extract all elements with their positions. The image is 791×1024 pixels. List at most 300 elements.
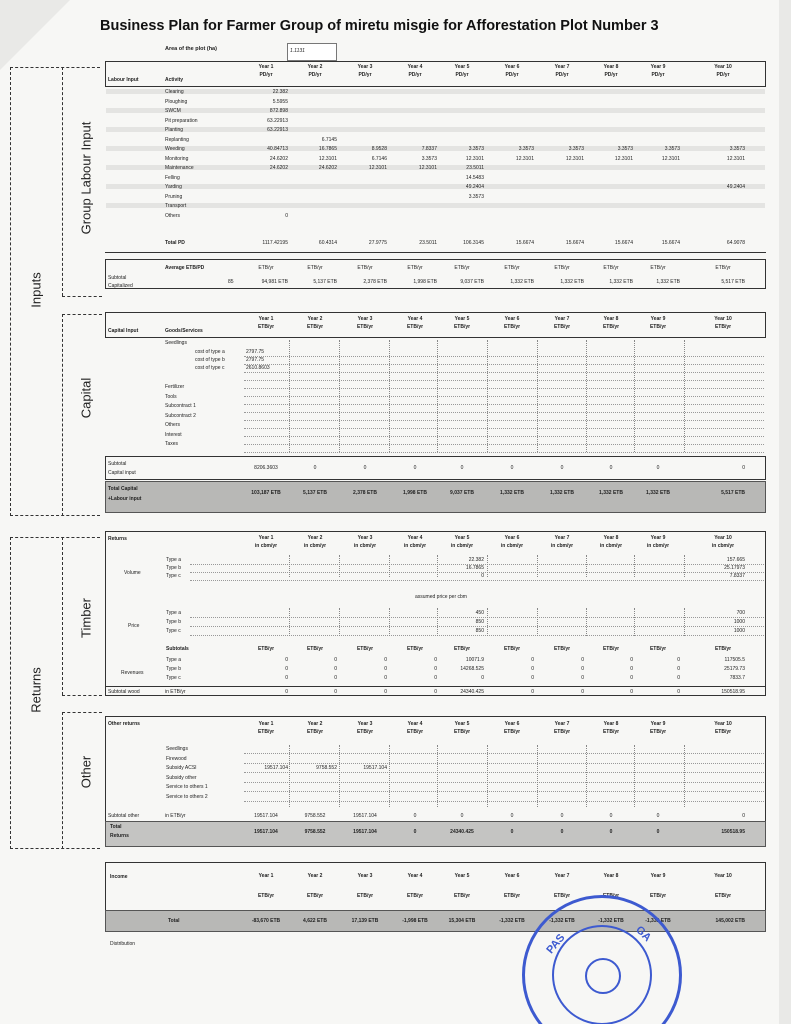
volume-year10: 157.665	[726, 557, 745, 563]
labour-value: 12.3101	[515, 155, 534, 162]
subtotals-label: Subtotals	[166, 646, 189, 652]
income-year-header: Year 10	[714, 873, 732, 879]
total-pd-value: 27.9775	[368, 240, 387, 246]
year-header: Year 7	[554, 316, 570, 322]
year-unit: ETB/yr	[356, 729, 374, 735]
average-etb-value: 85	[228, 279, 234, 285]
capital-grid-line	[244, 412, 764, 413]
total-capital-bar	[105, 481, 766, 513]
year-unit: PD/yr	[259, 72, 273, 78]
capital-subtotal-value: 0	[460, 465, 464, 471]
timber-etb-unit: ETB/yr	[453, 646, 471, 652]
revenue-value: 0	[531, 666, 534, 672]
labour-subtotal-value: 1,998 ETB	[413, 279, 437, 285]
in-etb-label: in ETB/yr	[165, 813, 186, 819]
other-return-value: 19517.104	[264, 765, 288, 771]
income-year-unit: ETB/yr	[306, 893, 324, 899]
capital-subtotal-label: Subtotal	[108, 461, 127, 467]
year-unit: ETB/yr	[306, 729, 324, 735]
revenue-value: 0	[434, 666, 437, 672]
year-header: Year 3	[357, 535, 373, 541]
etb-unit: ETB/yr	[407, 265, 423, 271]
timber-etb-unit: ETB/yr	[356, 646, 374, 652]
labour-value: 7.8337	[421, 146, 437, 152]
timber-etb-unit: ETB/yr	[714, 646, 732, 652]
grid-column-line	[684, 608, 685, 636]
labour-value: 12.3101	[368, 165, 387, 171]
year-unit: ETB/yr	[306, 324, 324, 330]
labour-value: 0	[285, 212, 288, 219]
year-unit: ETB/yr	[453, 324, 471, 330]
price-year10: 700	[736, 610, 745, 616]
labour-value: 3.3573	[468, 146, 484, 152]
capital-item-label: Interest	[165, 431, 182, 438]
income-total-value: 145,002 ETB	[715, 918, 745, 924]
income-year-header: Year 8	[603, 873, 619, 879]
labour-value: 5.5955	[272, 98, 288, 105]
total-capital-value: 103,187 ETB	[251, 490, 281, 496]
revenue-value: 0	[581, 675, 584, 681]
other-returns-head: Other returns	[108, 721, 140, 727]
capital-grid-line	[244, 380, 764, 381]
volume-type: Type a	[166, 557, 182, 563]
grid-column-line	[634, 340, 635, 452]
inputs-bracket-bottom	[10, 515, 100, 516]
subtotal-other-value: 0	[656, 813, 660, 819]
labour-value: 40.84713	[267, 146, 288, 152]
labour-value: 3.3573	[518, 146, 534, 152]
labour-bracket	[62, 67, 63, 296]
grid-column-line	[586, 608, 587, 636]
year-header: Year 1	[258, 316, 274, 322]
total-capital-value: 1,332 ETB	[646, 490, 670, 496]
capital-grid-line	[244, 388, 764, 389]
income-year-unit: ETB/yr	[649, 893, 667, 899]
seedling-cost-value: 2610.8603	[246, 365, 270, 371]
grid-column-line	[537, 745, 538, 807]
other-bracket-top	[62, 712, 102, 713]
grid-column-line	[487, 555, 488, 577]
revenue-value: 0	[677, 666, 680, 672]
income-year-header: Year 2	[307, 873, 323, 879]
year-unit: ETB/yr	[356, 324, 374, 330]
labour-value: 63.22913	[267, 127, 288, 133]
capital-grid-line	[244, 452, 764, 453]
seedling-cost-value: 2797.75	[246, 357, 265, 363]
year-header: Year 8	[603, 535, 619, 541]
activity-name: Weeding	[165, 146, 185, 152]
total-pd-value: 15.6674	[661, 240, 680, 246]
seedling-cost-label: cost of type a	[195, 349, 225, 355]
labour-value: 22.382	[272, 89, 288, 95]
grid-column-line	[487, 608, 488, 636]
capital-bracket	[62, 314, 63, 516]
year-unit: ETB/yr	[602, 729, 620, 735]
labour-subtotal-value: 1,332 ETB	[560, 279, 584, 285]
revenue-value: 0	[677, 657, 680, 663]
year-unit: in cbm/yr	[303, 543, 327, 549]
income-total-label: Total	[168, 918, 180, 924]
year-unit: in cbm/yr	[711, 543, 735, 549]
other-section-label: Other	[78, 755, 94, 789]
income-year-header: Year 7	[554, 873, 570, 879]
returns-label: Returns	[110, 833, 129, 839]
income-total-value: -1,332 ETB	[645, 918, 671, 924]
labour-value: 872.898	[269, 108, 288, 114]
year-header: Year 2	[307, 535, 323, 541]
income-total-value: 15,304 ETB	[448, 918, 476, 924]
revenue-value: 117505.5	[724, 657, 745, 663]
total-capital-value: 2,378 ETB	[353, 490, 377, 496]
capital-item-label: Tools	[165, 393, 177, 400]
activity-name: Pit preparation	[165, 117, 198, 124]
grid-column-line	[339, 555, 340, 577]
in-etb-label: in ETB/yr	[165, 689, 186, 695]
etb-unit: ETB/yr	[603, 265, 619, 271]
capital-section-label: Capital	[78, 377, 94, 419]
seedling-cost-label: cost of type b	[195, 357, 225, 363]
assumed-price-label: assumed price per cbm	[415, 594, 467, 600]
price-year5: 850	[475, 619, 484, 625]
grid-column-line	[437, 555, 438, 577]
labour-subtotal-value: 94,981 ETB	[261, 279, 288, 285]
price-year5: 450	[475, 610, 484, 616]
other-grid-line	[244, 782, 764, 783]
income-year-unit: ETB/yr	[602, 893, 620, 899]
year-unit: in cbm/yr	[500, 543, 524, 549]
subtotal-wood-value: 0	[384, 689, 387, 695]
price-type: Type a	[166, 610, 182, 616]
total-returns-value: 0	[510, 829, 514, 835]
capital-grid-line	[244, 396, 764, 397]
timber-etb-unit: ETB/yr	[602, 646, 620, 652]
year-header: Year 1	[258, 64, 274, 70]
returns-bracket-top	[10, 537, 100, 538]
year-unit: PD/yr	[604, 72, 618, 78]
activity-name: Monitoring	[165, 155, 189, 162]
year-header: Year 1	[258, 535, 274, 541]
income-year-unit: ETB/yr	[714, 893, 732, 899]
labour-value: 12.3101	[726, 155, 745, 162]
capital-grid-line	[244, 356, 764, 357]
year-header: Year 5	[454, 316, 470, 322]
year-header: Year 5	[454, 64, 470, 70]
timber-bracket	[62, 537, 63, 695]
price-year10: 1000	[733, 619, 745, 625]
year-unit: ETB/yr	[257, 729, 275, 735]
volume-year5: 0	[481, 573, 484, 579]
income-total-value: -83,670 ETB	[251, 918, 281, 924]
volume-year5: 22.382	[468, 557, 484, 563]
income-year-unit: ETB/yr	[406, 893, 424, 899]
labour-value: 12.3101	[661, 155, 680, 162]
total-returns-value: 9758.552	[304, 829, 326, 835]
revenue-value: 14268.525	[460, 666, 484, 672]
income-total-value: 4,622 ETB	[303, 918, 327, 924]
total-returns-value: 0	[413, 829, 417, 835]
labour-subtotal-value: 1,332 ETB	[609, 279, 633, 285]
labour-subtotal-value: 5,517 ETB	[721, 279, 745, 285]
capital-subtotal-value: 0	[313, 465, 317, 471]
grid-column-line	[634, 608, 635, 636]
revenue-value: 7833.7	[729, 675, 745, 681]
year-header: Year 5	[454, 721, 470, 727]
year-header: Year 1	[258, 721, 274, 727]
other-return-name: Subsidy other	[166, 774, 197, 781]
revenue-value: 0	[581, 666, 584, 672]
year-header: Year 3	[357, 64, 373, 70]
year-header: Year 10	[714, 535, 732, 541]
capital-subtotal-value: 0	[609, 465, 613, 471]
etb-unit: ETB/yr	[258, 265, 274, 271]
year-header: Year 5	[454, 535, 470, 541]
year-header: Year 7	[554, 64, 570, 70]
inputs-section-label: Inputs	[28, 272, 44, 308]
year-unit: ETB/yr	[714, 729, 732, 735]
year-header: Year 10	[714, 64, 732, 70]
grid-column-line	[289, 608, 290, 636]
revenue-value: 0	[630, 666, 633, 672]
capital-subtotal-value: 0	[363, 465, 367, 471]
total-pd-value: 60.4314	[318, 240, 337, 246]
subtotal-wood-value: 0	[630, 689, 633, 695]
price-year5: 850	[475, 628, 484, 634]
labour-value: 6.7146	[371, 155, 387, 162]
activity-name: Pruning	[165, 193, 183, 200]
year-header: Year 9	[650, 535, 666, 541]
area-label: Area of the plot (ha)	[165, 46, 217, 52]
year-header: Year 6	[504, 535, 520, 541]
labour-value: 49.2404	[726, 184, 745, 190]
goods-services-head: Goods/Services	[165, 328, 203, 334]
capital-item-label: Others	[165, 422, 181, 428]
year-unit: ETB/yr	[714, 324, 732, 330]
other-return-name: Service to others 2	[166, 793, 208, 800]
year-unit: PD/yr	[455, 72, 469, 78]
total-pd-value: 15.6674	[614, 240, 633, 246]
labour-row-stripe	[106, 127, 765, 132]
stamp-text-left: PAS	[544, 931, 568, 957]
timber-etb-unit: ETB/yr	[503, 646, 521, 652]
year-unit: PD/yr	[651, 72, 665, 78]
revenue-value: 0	[531, 657, 534, 663]
activity-name: Ploughing	[165, 98, 188, 105]
revenue-value: 0	[434, 675, 437, 681]
total-capital-value: 9,037 ETB	[450, 490, 474, 496]
other-return-name: Firewood	[166, 755, 187, 762]
year-header: Year 7	[554, 535, 570, 541]
total-capital-label: Total Capital	[108, 486, 138, 492]
revenue-value: 10071.9	[465, 657, 484, 663]
year-header: Year 8	[603, 721, 619, 727]
year-header: Year 10	[714, 721, 732, 727]
grid-column-line	[389, 608, 390, 636]
activity-name: Transport	[165, 203, 187, 209]
year-unit: PD/yr	[308, 72, 322, 78]
etb-unit: ETB/yr	[504, 265, 520, 271]
activity-name: SWCM	[165, 108, 181, 114]
year-unit: ETB/yr	[649, 729, 667, 735]
volume-year10: 25.17973	[724, 565, 745, 571]
capital-subtotal-value: 0	[413, 465, 417, 471]
year-header: Year 9	[650, 721, 666, 727]
activity-name: Felling	[165, 174, 180, 181]
other-grid-line	[244, 791, 764, 792]
timber-etb-unit: ETB/yr	[649, 646, 667, 652]
year-unit: PD/yr	[716, 72, 730, 78]
total-pd-value: 15.6674	[515, 240, 534, 246]
year-unit: ETB/yr	[553, 324, 571, 330]
grid-column-line	[289, 555, 290, 577]
etb-unit: ETB/yr	[715, 265, 731, 271]
income-year-unit: ETB/yr	[553, 893, 571, 899]
year-unit: in cbm/yr	[254, 543, 278, 549]
labour-subtotal-value: 2,378 ETB	[363, 279, 387, 285]
subtotal-other-value: 9758.552	[304, 813, 326, 819]
grid-column-line	[389, 745, 390, 807]
volume-type: Type c	[166, 573, 181, 579]
other-return-value: 19517.104	[363, 765, 387, 771]
grid-column-line	[437, 745, 438, 807]
grid-column-line	[289, 745, 290, 807]
returns-bracket-bottom	[10, 848, 100, 849]
income-total-value: 17,139 ETB	[351, 918, 379, 924]
total-capital-value: 1,998 ETB	[403, 490, 427, 496]
etb-unit: ETB/yr	[650, 265, 666, 271]
labour-subtotal-value: 9,037 ETB	[460, 279, 484, 285]
year-header: Year 7	[554, 721, 570, 727]
capital-subtotal-value: 0	[742, 465, 745, 471]
volume-year10: 7.8337	[729, 573, 745, 579]
capital-grid-line	[244, 444, 764, 445]
subtotal-wood-value: 0	[334, 689, 337, 695]
grid-column-line	[389, 340, 390, 452]
income-year-unit: ETB/yr	[453, 893, 471, 899]
labour-value: 14.5483	[465, 174, 484, 181]
inputs-bracket-top	[10, 67, 100, 68]
labour-value: 3.3573	[421, 155, 437, 162]
year-unit: ETB/yr	[503, 729, 521, 735]
labour-value: 24.6202	[318, 165, 337, 171]
year-header: Year 3	[357, 721, 373, 727]
labour-value: 3.3573	[468, 193, 484, 200]
other-grid-line	[244, 772, 764, 773]
labour-row-stripe	[106, 108, 765, 113]
etb-unit: ETB/yr	[307, 265, 323, 271]
capital-subtotal-value: 0	[510, 465, 514, 471]
timber-section-label: Timber	[78, 598, 94, 638]
capitalized-label: Capitalized	[108, 283, 133, 289]
labour-row-stripe	[106, 184, 765, 189]
total-returns-value: 19517.104	[254, 829, 278, 835]
capital-subtotal-value: 0	[560, 465, 564, 471]
capital-grid-line	[244, 420, 764, 421]
grid-column-line	[586, 555, 587, 577]
revenue-type: Type c	[166, 675, 181, 681]
grid-column-line	[634, 745, 635, 807]
subtotal-other-value: 0	[460, 813, 464, 819]
total-pd-label: Total PD	[165, 240, 185, 246]
folded-corner	[0, 0, 70, 70]
labour-value: 3.3573	[568, 146, 584, 152]
activity-head: Activity	[165, 77, 184, 83]
activity-name: Others	[165, 212, 181, 219]
labour-input-head: Labour Input	[108, 77, 139, 83]
grid-column-line	[634, 555, 635, 577]
total-pd-value: 15.6674	[565, 240, 584, 246]
labour-subtotal-value: 5,137 ETB	[313, 279, 337, 285]
income-head: Income	[110, 874, 128, 880]
year-unit: PD/yr	[505, 72, 519, 78]
year-unit: ETB/yr	[553, 729, 571, 735]
revenue-value: 0	[481, 675, 484, 681]
income-year-header: Year 4	[407, 873, 423, 879]
area-value: 1.1131	[287, 43, 337, 61]
other-bracket	[62, 712, 63, 849]
revenues-label: Revenues	[121, 670, 144, 676]
revenue-value: 25179.73	[724, 666, 745, 672]
subtotal-wood-value: 0	[581, 689, 584, 695]
revenue-value: 0	[434, 657, 437, 663]
total-returns-label: Total	[110, 824, 122, 830]
income-year-header: Year 5	[454, 873, 470, 879]
subtotal-other-value: 0	[510, 813, 514, 819]
total-pd-value: 64.9078	[726, 240, 745, 246]
year-unit: PD/yr	[358, 72, 372, 78]
revenue-value: 0	[581, 657, 584, 663]
income-year-header: Year 6	[504, 873, 520, 879]
total-capital-value: 5,137 ETB	[303, 490, 327, 496]
seedling-cost-value: 2797.75	[246, 349, 265, 355]
subtotal-wood-value: 24340.425	[460, 689, 484, 695]
grid-column-line	[437, 340, 438, 452]
labour-value: 49.2404	[465, 184, 484, 190]
labour-value: 3.3573	[729, 146, 745, 152]
income-total-value: -1,332 ETB	[598, 918, 624, 924]
year-unit: in cbm/yr	[353, 543, 377, 549]
timber-etb-unit: ETB/yr	[257, 646, 275, 652]
labour-value: 63.22913	[267, 117, 288, 124]
grid-column-line	[487, 340, 488, 452]
year-header: Year 4	[407, 721, 423, 727]
price-label: Price	[128, 623, 140, 629]
average-etb-label: Average ETB/PD	[165, 265, 205, 271]
inputs-bracket-left	[10, 67, 11, 516]
labour-subtotal-value: 1,332 ETB	[656, 279, 680, 285]
year-header: Year 9	[650, 64, 666, 70]
labour-value: 12.3101	[565, 155, 584, 162]
revenue-value: 0	[531, 675, 534, 681]
year-header: Year 3	[357, 316, 373, 322]
year-header: Year 6	[504, 316, 520, 322]
subtotal-other-label: Subtotal other	[108, 813, 140, 819]
grid-column-line	[339, 340, 340, 452]
timber-etb-unit: ETB/yr	[406, 646, 424, 652]
year-unit: ETB/yr	[406, 324, 424, 330]
subtotal-other-value: 19517.104	[254, 813, 278, 819]
activity-name: Replanting	[165, 136, 189, 143]
year-header: Year 4	[407, 316, 423, 322]
subtotal-other-value: 0	[560, 813, 564, 819]
other-grid-line	[244, 753, 764, 754]
revenue-value: 0	[384, 675, 387, 681]
revenue-type: Type b	[166, 666, 182, 672]
year-unit: PD/yr	[408, 72, 422, 78]
subtotal-other-value: 0	[413, 813, 417, 819]
grid-column-line	[487, 745, 488, 807]
other-return-name: Service to others 1	[166, 784, 208, 790]
year-header: Year 2	[307, 64, 323, 70]
